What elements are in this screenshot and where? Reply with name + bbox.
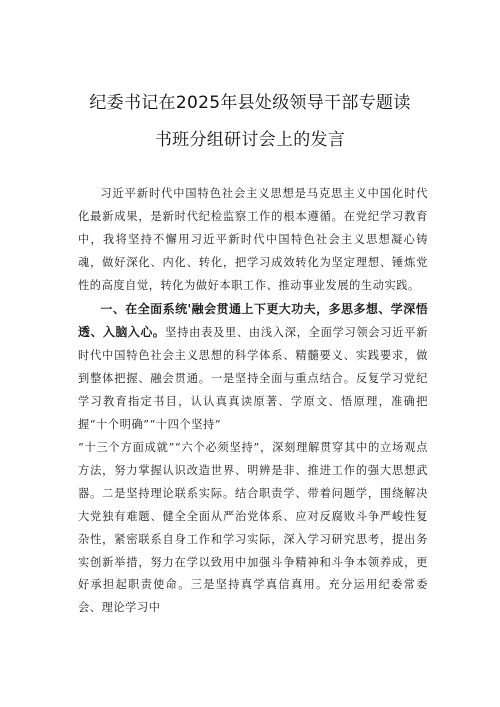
document-title-line-2: 书班分组研讨会上的发言 [154, 130, 346, 150]
document-title-line-1: 纪委书记在2025年县处级领导干部专题读 [89, 93, 411, 113]
section-1-text: 坚持由表及里、由浅入深，全面学习领会习近平新时代中国特色社会主义思想的科学体系、精髓要义、实践要求，做到整体把握、融会贯通。一是坚持全面与重点结合。反复学习党纪学习教育指定书目，认认真真读原著、学原文、悟原理，准确把握“十个明确”“十四个坚持” [78, 326, 428, 432]
document-body [78, 183, 428, 620]
intro-paragraph: 习近平新时代中国特色社会主义思想是马克思主义中国化时代化最新成果，是新时代纪检监察工作的根本遵循。在党纪学习教育中，我将坚持不懈用习近平新时代中国特色社会主义思想凝心铸魂，做好深化、内化、转化，把学习成效转化为坚定理想、锤炼党性的高度自觉，转化为做好本职工作、推动事业发展的生动实践。 [78, 187, 428, 292]
section-1-paragraph [78, 298, 428, 437]
section-1-heading: 一、在全面系统'融会贯通上下更大功夫，多思多想、学深悟透、入脑入心。 [78, 301, 428, 340]
continuation-paragraph: “十三个方面成就”“六个必须坚持”，深刻理解贯穿其中的立场观点方法，努力掌握认识改造世界、明辨是非、推进工作的强大思想武器。二是坚持理论联系实际。结合职责学、带着问题学，围绕解决大党独有难题、健全全面从严治党体系、应对反腐败斗争严峻性复杂性，紧密联系自身工作和学习实际，深入学习研究思考，提出务实创新举措，努力在学以致用中加强斗争精神和斗争本领养成，更好承担起职责使命。三是坚持真学真信真用。充分运用纪委常委会、理论学习中 [78, 440, 428, 615]
